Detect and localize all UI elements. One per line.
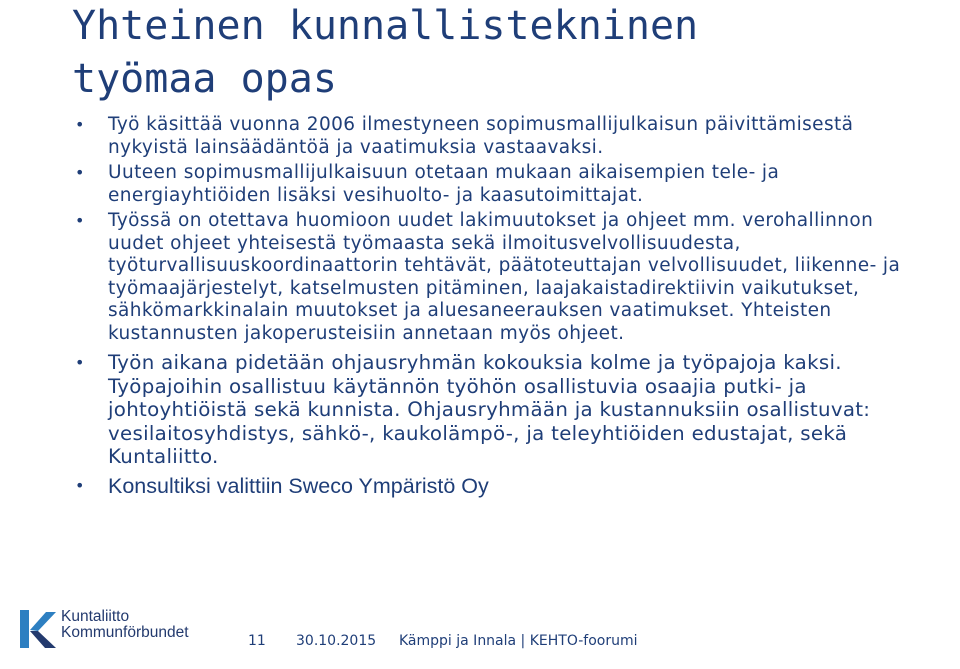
bullet-text: Uuteen sopimusmallijulkaisuun otetaan mukaan aikaisempien tele- ja energiayhtiöiden lisäksi vesihuolto- ja kaasutoimittajat.	[108, 162, 780, 206]
bullet-marker: •	[75, 115, 85, 134]
kuntaliitto-logo-icon	[16, 606, 62, 652]
title-line-1: Yhteinen kunnallistekninen	[72, 3, 699, 49]
logo-text-line-2: Kommunförbundet	[61, 624, 189, 641]
bullet-marker: •	[75, 211, 85, 230]
bullet-item-1	[72, 114, 922, 159]
bullet-text: Työ käsittää vuonna 2006 ilmestyneen sopimusmallijulkaisun päivittämisestä nykyistä lainsäädäntöä ja vaatimuksia vastaavaksi.	[108, 114, 854, 158]
page-number: 11	[248, 633, 266, 649]
bullet-item-4	[72, 351, 922, 469]
bullet-item-2	[72, 162, 922, 207]
bullet-marker: •	[75, 163, 85, 182]
footer-date: 30.10.2015	[296, 633, 377, 649]
bullet-item-3	[72, 210, 922, 345]
bullet-item-5	[72, 473, 922, 499]
bullet-marker: •	[75, 475, 85, 495]
slide-title	[72, 0, 932, 106]
footer-presenter: Kämppi ja Innala | KEHTO-foorumi	[399, 633, 638, 649]
bullet-list	[72, 114, 922, 499]
logo-text-line-1: Kuntaliitto	[61, 608, 130, 625]
bullet-text: Konsultiksi valittiin Sweco Ympäristö Oy	[108, 473, 489, 498]
bullet-marker: •	[75, 353, 85, 372]
kuntaliitto-logo	[16, 606, 216, 652]
title-line-2: työmaa opas	[72, 56, 337, 102]
bullet-text: Työssä on otettava huomioon uudet lakimuutokset ja ohjeet mm. verohallinnon uudet ohjeet yhteisestä työmaasta sekä ilmoitusvelvollisuudesta, työturvallisuuskoordinaattorin tehtävät, päätoteuttajan velvollisuudet, liikenne- ja työmaajärjestelyt, katselmusten pitäminen, laajakaistadirektiivin vaikutukset, sähkömarkkinalain muutokset ja aluesaneerauksen vaatimukset. Yhteisten kustannusten jakoperusteisiin annetaan myös ohjeet.	[108, 210, 901, 344]
bullet-text: Työn aikana pidetään ohjausryhmän kokouksia kolme ja työpajoja kaksi. Työpajoihin osallistuu käytännön työhön osallistuvia osaajia putki- ja johtoyhtiöistä sekä kunnista. Ohjausryhmään ja kustannuksiin osallistuvat: vesilaitosyhdistys, sähkö-, kaukolämpö-, ja teleyhtiöiden edustajat, sekä Kuntaliitto.	[108, 351, 871, 468]
